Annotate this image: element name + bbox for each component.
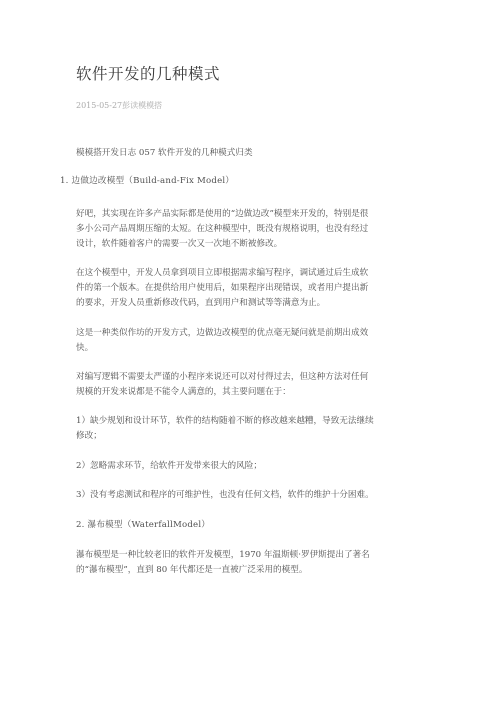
paragraph-line: 的要求，开发人员重新修改代码，直到用户和测试等等满意为止。 — [76, 298, 326, 308]
section-heading-waterfall: 2. 瀑布模型（WaterfallModel） — [76, 520, 211, 530]
paragraph-line: 设计，软件随着客户的需要一次又一次地不断被修改。 — [76, 239, 283, 249]
paragraph-line: 的“瀑布模型”，直到 80 年代都还是一直被广泛采用的模型。 — [76, 565, 308, 575]
paragraph-line: 在这个模型中，开发人员拿到项目立即根据需求编写程序，调试通过后生成软 — [76, 268, 369, 278]
paragraph-line: 规模的开发来说都是不能令人满意的，其主要问题在于： — [76, 387, 291, 397]
article-intro: 模模搭开发日志 057 软件开发的几种模式归类 — [76, 148, 253, 158]
list-item-continuation: 修改； — [76, 431, 102, 441]
section-heading-build-and-fix: 1. 边做边改模型（Build-and-Fix Model） — [60, 176, 235, 186]
article-meta — [76, 100, 162, 111]
paragraph-line: 对编写逻辑不需要太严谨的小程序来说还可以对付得过去，但这种方法对任何 — [76, 372, 369, 382]
paragraph-line: 快。 — [76, 343, 94, 353]
paragraph-line: 好吧，其实现在许多产品实际都是使用的“边做边改”模型来开发的，特别是很 — [76, 209, 369, 219]
paragraph-line: 件的第一个版本。在提供给用户使用后，如果程序出现错误，或者用户提出新 — [76, 283, 369, 293]
paragraph-line: 这是一种类似作坊的开发方式，边做边改模型的优点毫无疑问就是前期出成效 — [76, 328, 369, 338]
paragraph-line: 瀑布模型是一种比较老旧的软件开发模型，1970 年温斯顿·罗伊斯提出了著名 — [76, 550, 370, 560]
list-item: 1）缺少规划和设计环节，软件的结构随着不断的修改越来越糟，导致无法继续 — [76, 416, 374, 426]
article-date: 2015-05-27 — [76, 101, 123, 110]
article-author-link[interactable]: 彭读模模搭 — [122, 101, 163, 110]
article-title: 软件开发的几种模式 — [76, 65, 221, 83]
list-item: 2）忽略需求环节，给软件开发带来很大的风险； — [76, 461, 262, 471]
list-item: 3）没有考虑测试和程序的可维护性，也没有任何文档，软件的维护十分困难。 — [76, 490, 374, 500]
paragraph-line: 多小公司产品周期压缩的太短。在这种模型中，既没有规格说明，也没有经过 — [76, 224, 369, 234]
